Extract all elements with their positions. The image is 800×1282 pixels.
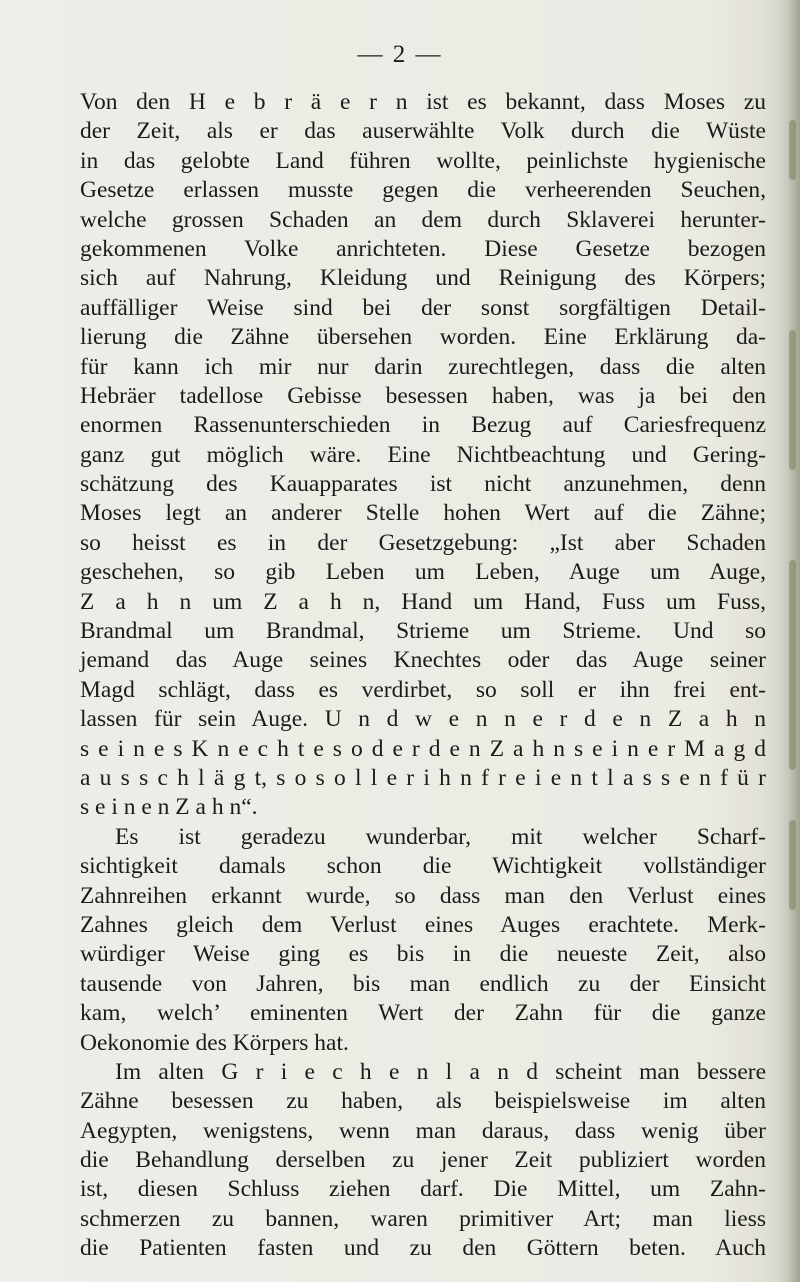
text-line: ist, diesen Schluss ziehen darf. Die Mittel, um Zahn-: [80, 1176, 766, 1203]
text-line: s e i n e s K n e c h t e s o d e r d e n Z a h n s e i n e r M a g d: [80, 735, 766, 762]
text-line: kam, welch’ eminenten Wert der Zahn für die ganze: [80, 1000, 766, 1027]
text-line: Zähne besessen zu haben, als beispielsweise im alten: [80, 1088, 766, 1115]
text-line: lassen für sein Auge. U n d w e n n e r d e n Z a h n: [80, 706, 766, 733]
text-line: gekommenen Volke anrichteten. Diese Gesetze bezogen: [80, 235, 766, 262]
text-line: lierung die Zähne übersehen worden. Eine Erklärung da-: [80, 324, 766, 351]
text-line: Gesetze erlassen musste gegen die verheerenden Seuchen,: [80, 177, 766, 204]
text-line: Moses legt an anderer Stelle hohen Wert auf die Zähne;: [80, 500, 766, 527]
text-line: die Patienten fasten und zu den Göttern beten. Auch: [80, 1235, 766, 1262]
text-line: Es ist geradezu wunderbar, mit welcher Scharf-: [115, 823, 766, 850]
text-line: in das gelobte Land führen wollte, peinlichste hygienische: [80, 147, 766, 174]
text-line: welche grossen Schaden an dem durch Sklaverei herunter-: [80, 206, 766, 233]
text-line: ganz gut möglich wäre. Eine Nichtbeachtung und Gering-: [80, 441, 766, 468]
text-line: Brandmal um Brandmal, Strieme um Strieme. Und so: [80, 618, 766, 645]
text-line: für kann ich mir nur darin zurechtlegen, dass die alten: [80, 353, 766, 380]
text-line: die Behandlung derselben zu jener Zeit publiziert worden: [80, 1147, 766, 1174]
text-line: Zahnreihen erkannt wurde, so dass man den Verlust eines: [80, 882, 766, 909]
text-line: sich auf Nahrung, Kleidung und Reinigung des Körpers;: [80, 265, 766, 292]
page-edge-stain: [789, 330, 796, 470]
text-line: Hebräer tadellose Gebisse besessen haben, was ja bei den: [80, 382, 766, 409]
text-line: sichtigkeit damals schon die Wichtigkeit vollständiger: [80, 853, 766, 880]
page-number: — 2 —: [357, 41, 443, 68]
text-line: tausende von Jahren, bis man endlich zu der Einsicht: [80, 970, 766, 997]
text-line: Aegypten, wenigstens, wenn man daraus, dass wenig über: [80, 1117, 766, 1144]
text-line: geschehen, so gib Leben um Leben, Auge um Auge,: [80, 559, 766, 586]
text-line: a u s s c h l ä g t, s o s o l l e r i h n f r e i e n t l a s s e n f ü r: [80, 764, 766, 791]
text-line: Oekonomie des Körpers hat.: [80, 1029, 349, 1056]
text-line: Zahnes gleich dem Verlust eines Auges erachtete. Merk-: [80, 911, 766, 938]
text-line: Von den H e b r ä e r n ist es bekannt, dass Moses zu: [80, 89, 766, 115]
text-line: jemand das Auge seines Knechtes oder das Auge seiner: [80, 647, 766, 674]
text-line: schätzung des Kauapparates ist nicht anzunehmen, denn: [80, 471, 766, 498]
text-line: s e i n e n Z a h n“.: [80, 794, 258, 821]
text-line: Magd schlägt, dass es verdirbet, so soll er ihn frei ent-: [80, 676, 766, 703]
text-line: Z a h n um Z a h n, Hand um Hand, Fuss um Fuss,: [80, 588, 766, 615]
text-line: der Zeit, als er das auserwählte Volk durch die Wüste: [80, 118, 766, 145]
text-line: Im alten G r i e c h e n l a n d scheint man bessere: [115, 1058, 766, 1085]
text-line: würdiger Weise ging es bis in die neueste Zeit, also: [80, 941, 766, 968]
body-text: [80, 88, 766, 1264]
page-edge-stain: [789, 120, 796, 180]
page-edge-stain: [789, 820, 796, 910]
text-line: schmerzen zu bannen, waren primitiver Art; man liess: [80, 1205, 766, 1232]
text-line: enormen Rassenunterschieden in Bezug auf Cariesfrequenz: [80, 412, 766, 439]
text-line: auffälliger Weise sind bei der sonst sorgfältigen Detail-: [80, 294, 766, 321]
page-edge-stain: [789, 560, 796, 770]
text-line: so heisst es in der Gesetzgebung: „Ist aber Schaden: [80, 529, 766, 556]
